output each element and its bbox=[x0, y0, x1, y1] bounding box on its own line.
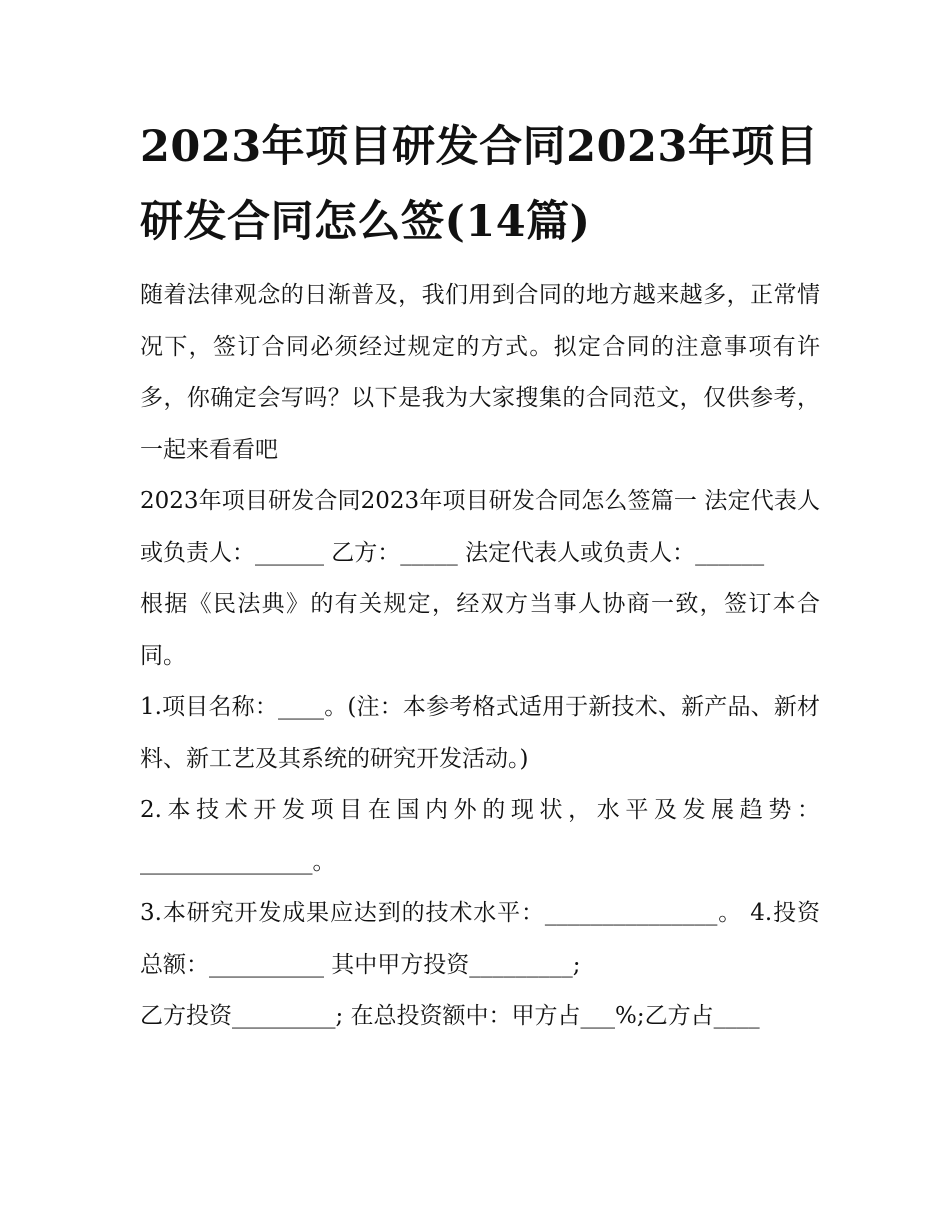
legal-basis-paragraph: 根据《民法典》的有关规定，经双方当事人协商一致，签订本合同。 bbox=[140, 591, 820, 669]
investment-share-paragraph: 乙方投资_________; 在总投资额中：甲方占___%;乙方占____ bbox=[140, 1003, 760, 1029]
document-title: 2023年项目研发合同2023年项目研发合同怎么签(14篇) bbox=[140, 122, 819, 247]
clause-1-paragraph: 1.项目名称：____。(注：本参考格式适用于新技术、新产品、新材料、新工艺及其系统的研究开发活动。) bbox=[140, 694, 820, 772]
contract-parties-paragraph: 2023年项目研发合同2023年项目研发合同怎么签篇一 法定代表人或负责人：______ 乙方：_____ 法定代表人或负责人：______ bbox=[140, 488, 820, 566]
document-page bbox=[140, 110, 820, 1043]
intro-paragraph: 随着法律观念的日渐普及，我们用到合同的地方越来越多，正常情况下，签订合同必须经过规定的方式。拟定合同的注意事项有许多，你确定会写吗？以下是我为大家搜集的合同范文，仅供参考，一起来看看吧 bbox=[140, 282, 820, 463]
clause-2-paragraph: 2.本技术开发项目在国内外的现状，水平及发展趋势：_______________。 bbox=[140, 797, 820, 875]
clause-3-4-paragraph: 3.本研究开发成果应达到的技术水平：_______________。 4.投资总额：__________ 其中甲方投资_________; bbox=[140, 900, 820, 978]
